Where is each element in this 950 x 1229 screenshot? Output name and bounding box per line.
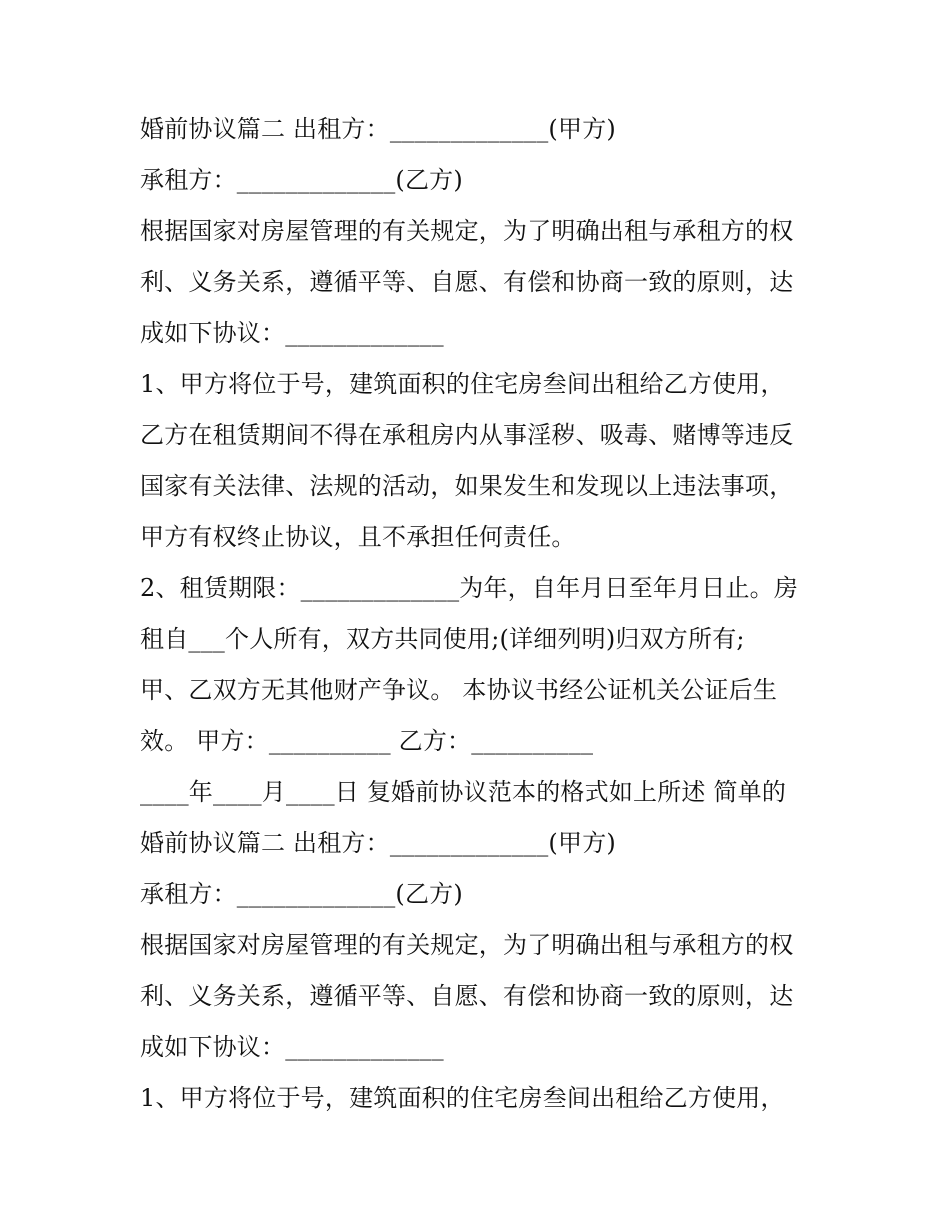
text-line: 1、甲方将位于号，建筑面积的住宅房叁间出租给乙方使用， (140, 1084, 785, 1112)
text-line: 租自___个人所有，双方共同使用;(详细列明)归双方所有; (140, 625, 745, 653)
text-line: 甲方有权终止协议，且不承担任何责任。 (140, 523, 576, 551)
text-line: 婚前协议篇二 出租方：_____________(甲方) (140, 115, 616, 143)
text-line: ____年____月____日 复婚前协议范本的格式如上所述 简单的 (140, 778, 787, 806)
text-line: 成如下协议：_____________ (140, 319, 444, 347)
text-line: 根据国家对房屋管理的有关规定，为了明确出租与承租方的权 (140, 217, 794, 245)
text-line: 2、租赁期限：_____________为年，自年月日至年月日止。房 (140, 574, 799, 602)
document-body (140, 104, 830, 1124)
text-line: 1、甲方将位于号，建筑面积的住宅房叁间出租给乙方使用， (140, 370, 785, 398)
text-line: 利、义务关系，遵循平等、自愿、有偿和协商一致的原则，达 (140, 982, 794, 1010)
text-line: 承租方：_____________(乙方) (140, 880, 463, 908)
text-line: 乙方在租赁期间不得在承租房内从事淫秽、吸毒、赌博等违反 (140, 421, 794, 449)
text-line: 效。 甲方：__________ 乙方：__________ (140, 727, 594, 755)
text-line: 婚前协议篇二 出租方：_____________(甲方) (140, 829, 616, 857)
text-line: 国家有关法律、法规的活动，如果发生和发现以上违法事项， (140, 472, 794, 500)
text-line: 利、义务关系，遵循平等、自愿、有偿和协商一致的原则，达 (140, 268, 794, 296)
text-line: 根据国家对房屋管理的有关规定，为了明确出租与承租方的权 (140, 931, 794, 959)
text-line: 甲、乙双方无其他财产争议。 本协议书经公证机关公证后生 (140, 676, 778, 704)
text-line: 承租方：_____________(乙方) (140, 166, 463, 194)
text-line: 成如下协议：_____________ (140, 1033, 444, 1061)
